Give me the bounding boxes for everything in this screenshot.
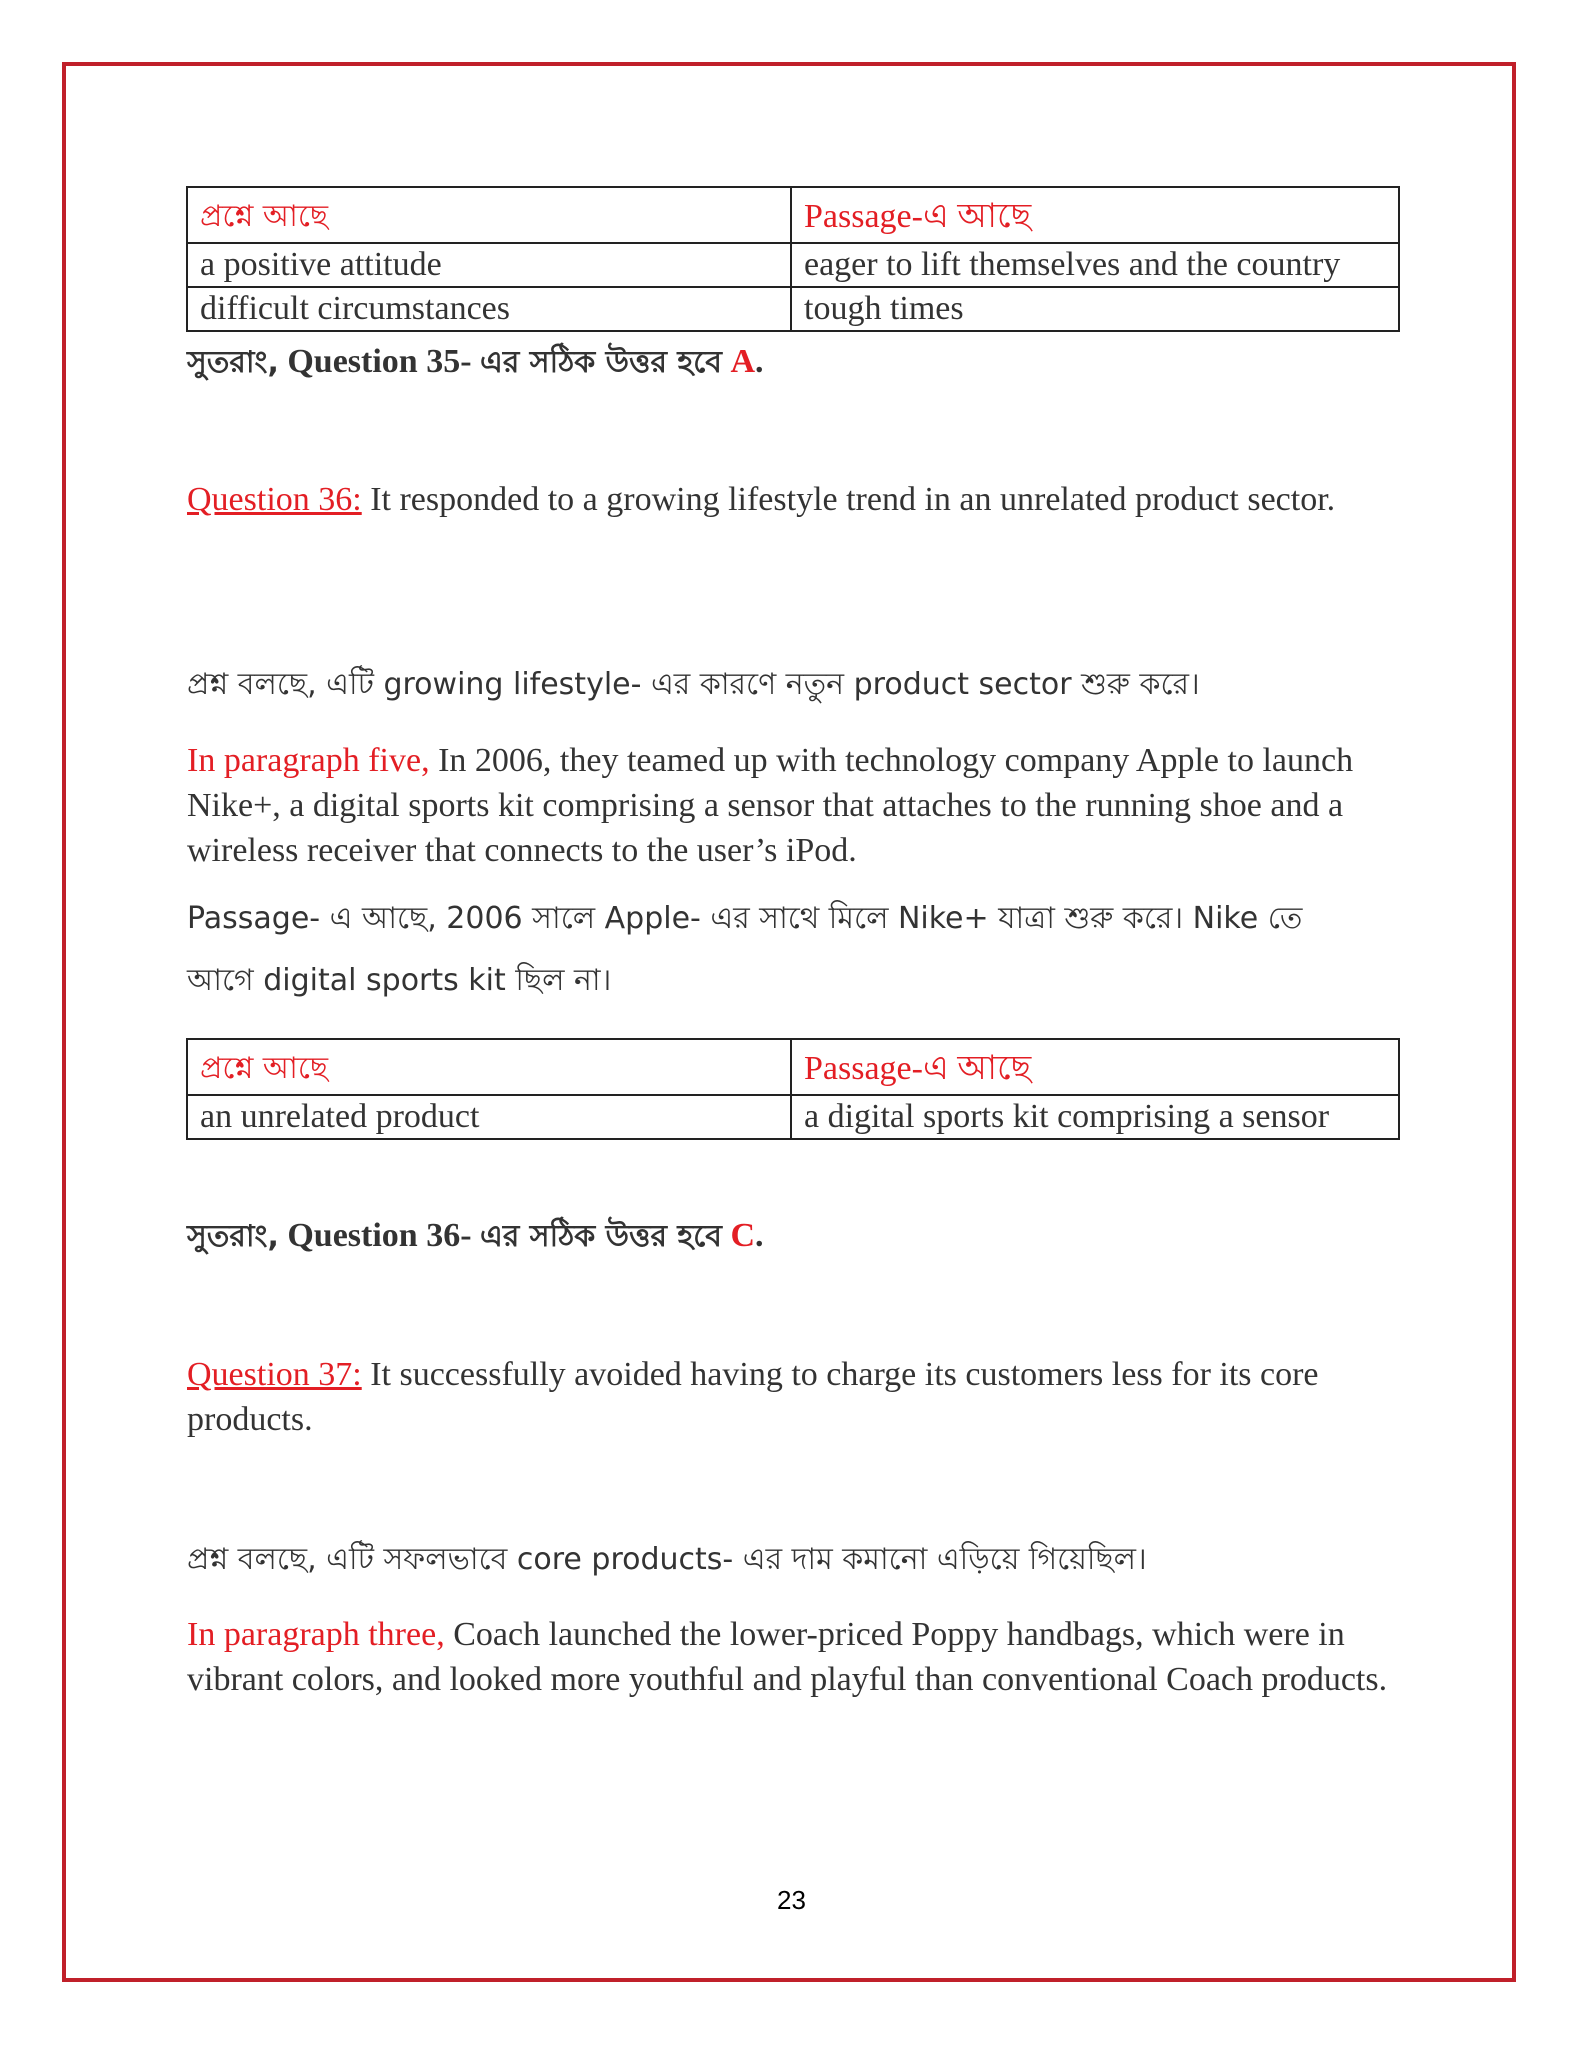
comparison-table-q36 — [186, 1038, 1400, 1140]
passage-36-bangla-line2: আগে digital sports kit ছিল না। — [187, 963, 612, 998]
question-37-text: It successfully avoided having to charge its customers less for its core products. — [187, 1356, 1319, 1438]
answer-question: Question 35- — [287, 343, 472, 380]
answer-letter: C — [730, 1217, 756, 1254]
table-header-row — [187, 187, 1399, 243]
table-header-passage: Passage-এ আছে — [791, 187, 1399, 243]
table-cell: tough times — [791, 287, 1399, 331]
answer-suffix: এর সঠিক উত্তর হবে — [480, 345, 722, 380]
question-36-label: Question 36: — [187, 481, 362, 518]
answer-prefix: সুতরাং, — [187, 345, 279, 380]
table-header-question: প্রশ্নে আছে — [187, 1039, 791, 1095]
question-36-text: It responded to a growing lifestyle trend in an unrelated product sector. — [361, 481, 1336, 518]
table-row — [187, 287, 1399, 331]
answer-letter: A — [730, 343, 756, 380]
evidence-37 — [187, 1612, 1399, 1702]
page-number: 23 — [777, 1885, 806, 1915]
answer-suffix: এর সঠিক উত্তর হবে — [480, 1219, 722, 1254]
table-header-row — [187, 1039, 1399, 1095]
evidence-37-label: In paragraph three, — [187, 1616, 445, 1653]
question-37 — [187, 1352, 1399, 1442]
table-header-passage: Passage-এ আছে — [791, 1039, 1399, 1095]
evidence-36-text: In 2006, they teamed up with technology company Apple to launch Nike+, a digital sports kit comprising a sensor that attaches to the running shoe and a wireless receiver that connects to the user’s iPod. — [187, 742, 1354, 869]
question-37-label: Question 37: — [187, 1356, 362, 1393]
answer-q35 — [187, 338, 764, 389]
answer-prefix: সুতরাং, — [187, 1219, 279, 1254]
table-row — [187, 243, 1399, 287]
table-cell: a digital sports kit comprising a sensor — [791, 1095, 1399, 1139]
passage-36-bangla-line1: Passage- এ আছে, 2006 সালে Apple- এর সাথে মিলে Nike+ যাত্রা শুরু করে। Nike তে — [187, 901, 1303, 936]
answer-end: . — [755, 1217, 764, 1254]
question-36-bangla: প্রশ্ন বলছে, এটি growing lifestyle- এর কারণে নতুন product sector শুরু করে। — [187, 667, 1200, 702]
evidence-36 — [187, 738, 1399, 873]
table-header-question: প্রশ্নে আছে — [187, 187, 791, 243]
table-cell: difficult circumstances — [187, 287, 791, 331]
comparison-table-q35 — [186, 186, 1400, 332]
answer-question: Question 36- — [287, 1217, 472, 1254]
question-37-bangla: প্রশ্ন বলছে, এটি সফলভাবে core products- এর দাম কমানো এড়িয়ে গিয়েছিল। — [187, 1542, 1147, 1577]
evidence-37-text: Coach launched the lower-priced Poppy handbags, which were in vibrant colors, and looked more youthful and playful than conventional Coach products. — [187, 1616, 1388, 1698]
table-cell: an unrelated product — [187, 1095, 791, 1139]
evidence-36-label: In paragraph five, — [187, 742, 430, 779]
table-row — [187, 1095, 1399, 1139]
question-36 — [187, 477, 1399, 522]
answer-end: . — [755, 343, 764, 380]
table-cell: eager to lift themselves and the country — [791, 243, 1399, 287]
table-cell: a positive attitude — [187, 243, 791, 287]
answer-q36 — [187, 1212, 764, 1263]
